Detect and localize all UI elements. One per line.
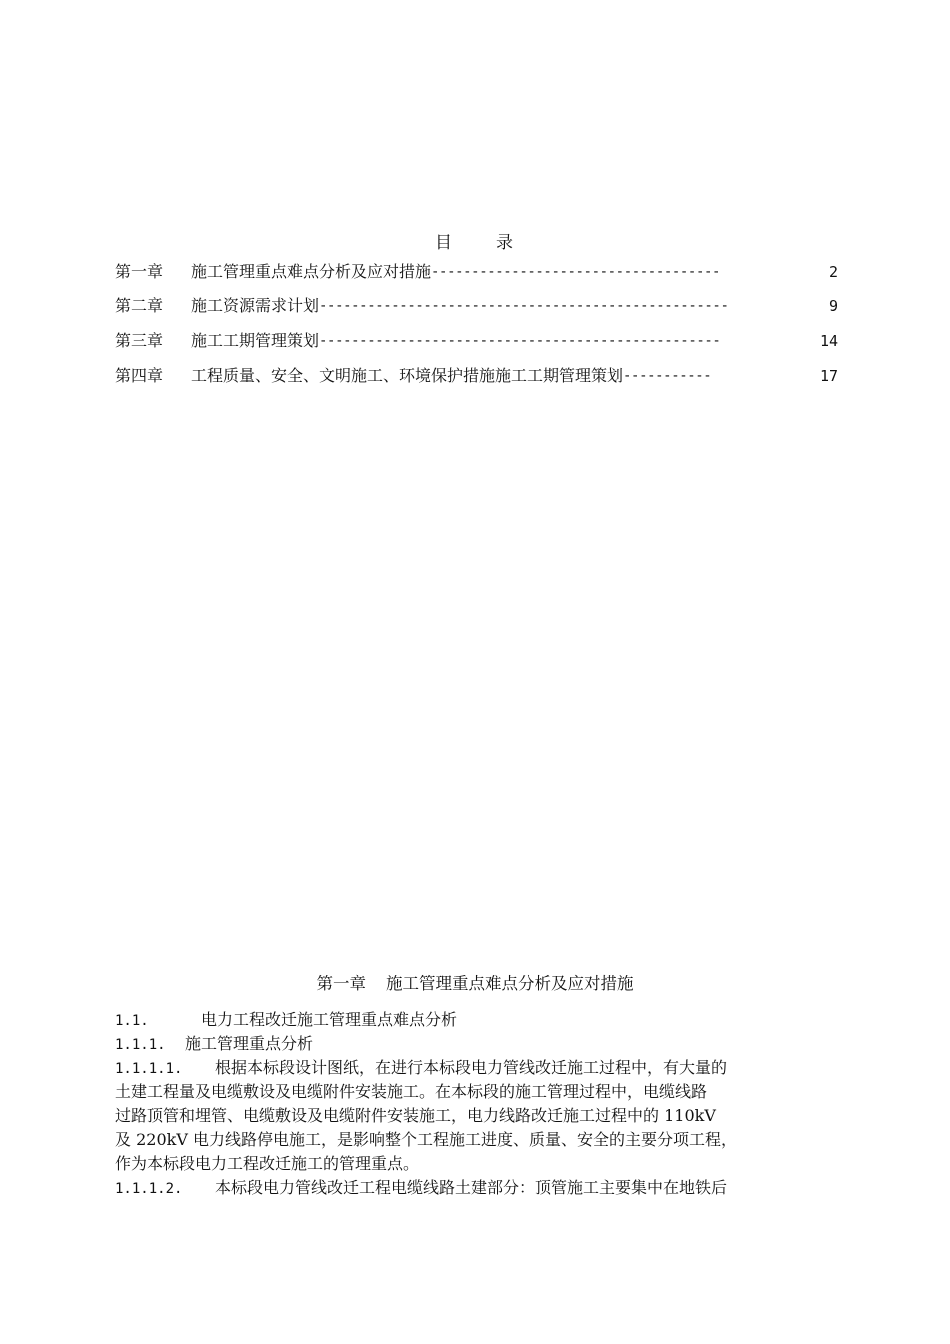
section-heading-1-1-1 <box>115 1032 845 1057</box>
section-title: 施工管理重点分析 <box>185 1034 314 1053</box>
paragraph-line <box>115 1056 845 1081</box>
toc-entry[interactable] <box>115 331 838 351</box>
section-number: 1.1.1. <box>115 1037 166 1053</box>
toc-title-char-2: 录 <box>496 233 515 253</box>
toc-entry-title: 工程质量、安全、文明施工、环境保护措施施工工期管理策划 <box>191 366 624 385</box>
paragraph-text: 本标段电力管线改迁工程电缆线路土建部分：顶管施工主要集中在地铁后 <box>215 1178 728 1197</box>
toc-entry-chapter: 第一章 <box>115 262 164 281</box>
toc-entry-page: 17 <box>819 367 838 385</box>
toc-entry-chapter: 第二章 <box>115 296 164 315</box>
toc-entry-page: 2 <box>828 263 838 281</box>
toc-leader-dots: ----------- <box>623 368 712 384</box>
paragraph-line: 作为本标段电力工程改迁施工的管理重点。 <box>115 1154 420 1173</box>
toc-entry-chapter: 第三章 <box>115 331 164 350</box>
toc-leader-dots: ------------------------------------ <box>431 264 721 280</box>
toc-title <box>0 228 950 253</box>
paragraph-line: 及 220kV 电力线路停电施工，是影响整个工程施工进度、质量、安全的主要分项工程， <box>115 1130 737 1149</box>
chapter-title: 施工管理重点难点分析及应对措施 <box>386 974 634 993</box>
toc-entry[interactable] <box>115 262 838 282</box>
toc-entry-page: 14 <box>819 332 838 350</box>
section-title: 电力工程改迁施工管理重点难点分析 <box>201 1010 458 1029</box>
toc-entry-title: 施工工期管理策划 <box>191 331 320 350</box>
toc-leader-dots: -------------------------------------------------- <box>319 333 721 349</box>
chapter-label: 第一章 <box>316 974 366 993</box>
toc-entry-title: 施工资源需求计划 <box>191 296 320 315</box>
paragraph-number: 1.1.1.1. <box>115 1061 183 1077</box>
paragraph-line: 土建工程量及电缆敷设及电缆附件安装施工。在本标段的施工管理过程中，电缆线路 <box>115 1082 708 1101</box>
section-heading-1-1 <box>115 1008 845 1033</box>
toc-entry-page: 9 <box>828 297 838 315</box>
chapter-heading <box>0 970 950 994</box>
section-number: 1.1. <box>115 1013 149 1029</box>
toc-title-char-1: 目 <box>435 233 454 253</box>
paragraph-line <box>115 1176 845 1201</box>
toc-entry-chapter: 第四章 <box>115 366 164 385</box>
paragraph-number: 1.1.1.2. <box>115 1181 183 1197</box>
toc-entry[interactable] <box>115 296 838 316</box>
paragraph-line: 过路顶管和埋管、电缆敷设及电缆附件安装施工，电力线路改迁施工过程中的 110kV <box>115 1106 716 1125</box>
toc-entry-title: 施工管理重点难点分析及应对措施 <box>191 262 432 281</box>
toc-leader-dots: --------------------------------------------------- <box>319 298 729 314</box>
toc-entry[interactable] <box>115 366 838 386</box>
paragraph-text: 根据本标段设计图纸，在进行本标段电力管线改迁施工过程中，有大量的 <box>215 1058 728 1077</box>
